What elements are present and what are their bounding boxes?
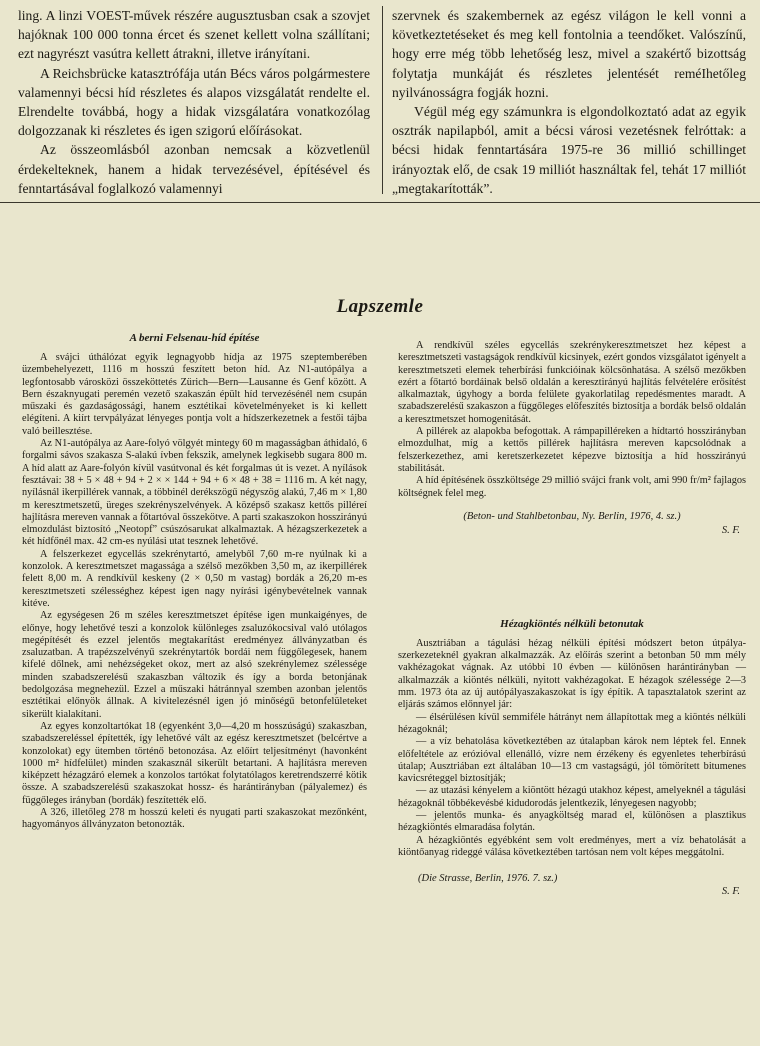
paragraph: A felszerkezet egycellás szekrénytartó, amelyből 7,60 m-re nyúlnak ki a konzolok. A keresztmetszet magassága a szélső mezőkben 3,50 m, az ikerpillérek felett 8,00 m. A rendkívül keskeny (2 × 0,50 m vastag) bordák a 26,20 m-es keresztmetszeti szélességhez képest igen nagy nyírási igénybevételnek vannak kitéve. — [22, 548, 367, 609]
source-citation: (Die Strasse, Berlin, 1976. 7. sz.) — [418, 873, 558, 885]
list-item: — a víz behatolása következtében az útalapban károk nem léptek fel. Ennek előfeltétele az erózióval ellenálló, vízre nem érzékeny és egyenletes teherbírású útalap; Ausztriában ezt általában 10—13 cm vastagságú, jól tömörített bitumenes kavicsréteggel biztosítják; — [398, 736, 746, 785]
article-felsenau — [22, 332, 367, 832]
right-column — [398, 340, 746, 897]
top-left-column — [18, 6, 370, 198]
column-divider — [382, 6, 383, 194]
paragraph: A svájci úthálózat egyik legnagyobb hídja az 1975 szeptemberében üzembehelyezett, 1116 m hosszú feszített beton híd. Az N1-autópálya a legfontosabb városközi összeköttetés Zürich—Bern—Lausanne és Genf között. A Bern északnyugati peremén vezető szakaszán épült híd tervezésénél nem csupán műszaki és gazdaságossági, hanem esztétikai követelményeket is ki kellett elégíteni. A kiírt tervpályázat lényeges pontja volt a hídszerkezetnek a festői tájba való beillesztése. — [22, 352, 367, 437]
list-item: — az utazási kényelem a kiöntött hézagú utakhoz képest, amelyeknél a tágulási hézagoknál többékevésbé kidudorodás jelentkezik, lényegesen nagyobb; — [398, 785, 746, 809]
list-item: — élsérülésen kívül semmiféle hátrányt nem állapítottak meg a kiöntés nélküli hézagoknál; — [398, 711, 746, 735]
paragraph: Az összeomlásból azonban nemcsak a közvetlenül érdekelteknek, hanem a hidak tervezésével, építésével és fenntartásával foglalkozó valamennyi — [18, 142, 370, 196]
paragraph: A hézagkiöntés egyébként sem volt eredményes, mert a víz behatolását a kiöntőanyag rideggé válása következtében tartósan nem volt képes meggátolni. — [398, 834, 746, 858]
article-title: Hézagkiöntés nélküli betonutak — [500, 617, 644, 630]
list-item: — jelentős munka- és anyagköltség marad el, különösen a plasztikus hézagkiöntés elmaradása folytán. — [398, 810, 746, 834]
paragraph: Az egyes konzoltartókat 18 (egyenként 3,0—4,20 m hosszúságú) szakaszban, szabadszereléssel építették, így lehetővé vált az egész keresztmetszet (belcértve a konzolokat) egy ütemben történő betonozása. Az előírt teljesítményt (havonként 1000 m² hídfelület) minden szakasznál sikerült betartani. A hajlításra mereven kiképzett hézagzáró elemek a konzolos tartókat folytatólagos keretrendszerré kötik össze. A szabadszerelésű szakaszokat hossz- és harántirányban (pályalemez) és függőleges irányban (bordák) feszítették elő. — [22, 720, 367, 806]
article-title: A berni Felsenau-híd építése — [129, 332, 260, 344]
paragraph: Az egységesen 26 m széles keresztmetszet építése igen munkaigényes, de előnye, hogy lehetővé teszi a konzolok különleges zsaluzókocsival való utólagos megépítését és ezzel jelentős megtakarítást eredményez állványzatban és zsaluzatban. A trapézszelvényű szekrénytartók bordái nem függőlegesek, hanem kifelé dőlnek, ami nehézségeket okoz, mert az alsó szekrénylemez szélessége minden szabadszerelésű szakaszban változik és így a borda betonjának bedolgozása megnehezül. Ezzel a műszaki hátránnyal szemben azonban jelentős esztétikai előnyök állnak. A kivitelezésnél igen jó minőségű betonfelületeket sikerült kialakítani. — [22, 610, 367, 720]
author-signature: S. F. — [721, 886, 740, 898]
paragraph: Az N1-autópálya az Aare-folyó völgyét mintegy 60 m magasságban áthidaló, 6 forgalmi sávos szakasza S-alakú ívben fekszik, amelynek legkisebb sugara 800 m. A híd alatt az Aare-folyón kívül vasútvonal és két forgalmas út is vezet. A nyílások fesztávai: 38 + 5 × 48 + 94 + 2 × × 144 + 94 + 6 × 48 + 38 = 1116 m. A két nagy, nyílásnál ikerpillérek vannak, a többinél derékszögű négyszög alakú, 7,46 m × 1,80 m keresztmetszetű, üreges szekrényszelvények. A középső szakasz kettős pilléreí hajlításra mereven vannak a főtartóval összekötve. A parti szakaszokon hosszirányú elmozdulást biztosító „Neotopf” csúszósarukat alkalmaztak. A hézagszerkezetek a két hídfőnél max. 42 cm-es nyúlási utat tesznek lehetővé. — [22, 438, 367, 548]
paragraph: Ausztriában a tágulási hézag nélküli építési módszert beton útpálya-szerkezeteknél gyakran alkalmazzák. Az előírás szerint a betonban 50 mm mély vakhézagokat vágnak. Az utóbbi 10 évben — különösen harántirányban — alkalmazzák a kiöntés nélküli, nyitott vakhézagokat. E hézagok szélessége 2—3 mm. 1973 óta az új autópályaszakaszokat is így építik. A tapasztalatok szerint az eljárás számos előnnyel jár: — [398, 637, 746, 711]
paragraph: A Reichsbrücke katasztrófája után Bécs város polgármestere valamennyi bécsi híd részletes és alapos vizsgálatát rendelte el. Elrendelte továbbá, hogy a hidak vizsgálatára vonatkozólag dolgozzanak ki részletes és igen szigorú előírásokat. — [18, 65, 370, 139]
paragraph: A 326, illetőleg 278 m hosszú keleti és nyugati parti szakaszokat mezőnként, hagyományos állványzaton betonozták. — [22, 806, 367, 831]
paragraph: ling. A linzi VOEST-művek részére augusztusban csak a szovjet hajóknak 100 000 tonna ércet és szenet kellett volna szállítani; ezt nagyrészt vasútra kellett átrakni, illetve irányítani. — [18, 8, 370, 62]
author-signature: S. F. — [721, 524, 740, 536]
paragraph: Végül még egy számunkra is elgondolkoztató adat az egyik osztrák napilapból, amit a bécsi városi vezetésnek felróttak: a bécsi hidak fenntartására 1975-re 36 millió schillinget irányoztak elő, de csak 19 milliót használtak fel, tehát 17 milliót „megtakarították”. — [392, 104, 746, 196]
source-citation: (Beton- und Stahlbetonbau, Ny. Berlin, 1976, 4. sz.) — [463, 510, 681, 522]
section-title: Lapszemle — [336, 296, 424, 317]
paragraph: A rendkívül széles egycellás szekrénykeresztmetszet hez képest a keresztmetszeti vastagságok rendkívül kicsinyek, ezért gondos vizsgálatot igényelt a keresztmetszeti elemek teherbírási funkcióinak kölcsönhatása. A szélső mezőkben ezért a főtartó bordáinak belső oldalán a keresztirányú hajlítás felvételére erősítést alkalmaztak, úgyhogy a borda felülete gyakorlatilag repedésmentes maradt. A szabadszerelésű szakaszon a függőleges előfeszítés biztosítja a bordák belső oldalán a keresztmetszet homogenitását. — [398, 340, 746, 425]
top-right-column — [392, 6, 746, 198]
paragraph: szervnek és szakembernek az egész világon le kell vonni a következtetéseket és meg kell fontolnia a teendőket. Valószínű, hogy erre még több lehetőség lesz, mivel a szakértő bizottság folytatja munkáját és részletes jelentését reméIhetőleg nyilvánosságra fogják hozni. — [392, 8, 746, 100]
paragraph: A pillérek az alapokba befogottak. A rámpapilléreken a hídtartó hosszirányban elmozdulhat, míg a kettős pillérek hajlításra mereven kapcsolódnak a felszerkezethez, ami keretszerkezetet képezve biztosítja a híd hosszirányú stabilitását. — [398, 426, 746, 474]
horizontal-rule — [0, 202, 760, 203]
paragraph: A híd építésének összköltsége 29 millió svájci frank volt, ami 990 fr/m² fajlagos költségnek felel meg. — [398, 475, 746, 499]
